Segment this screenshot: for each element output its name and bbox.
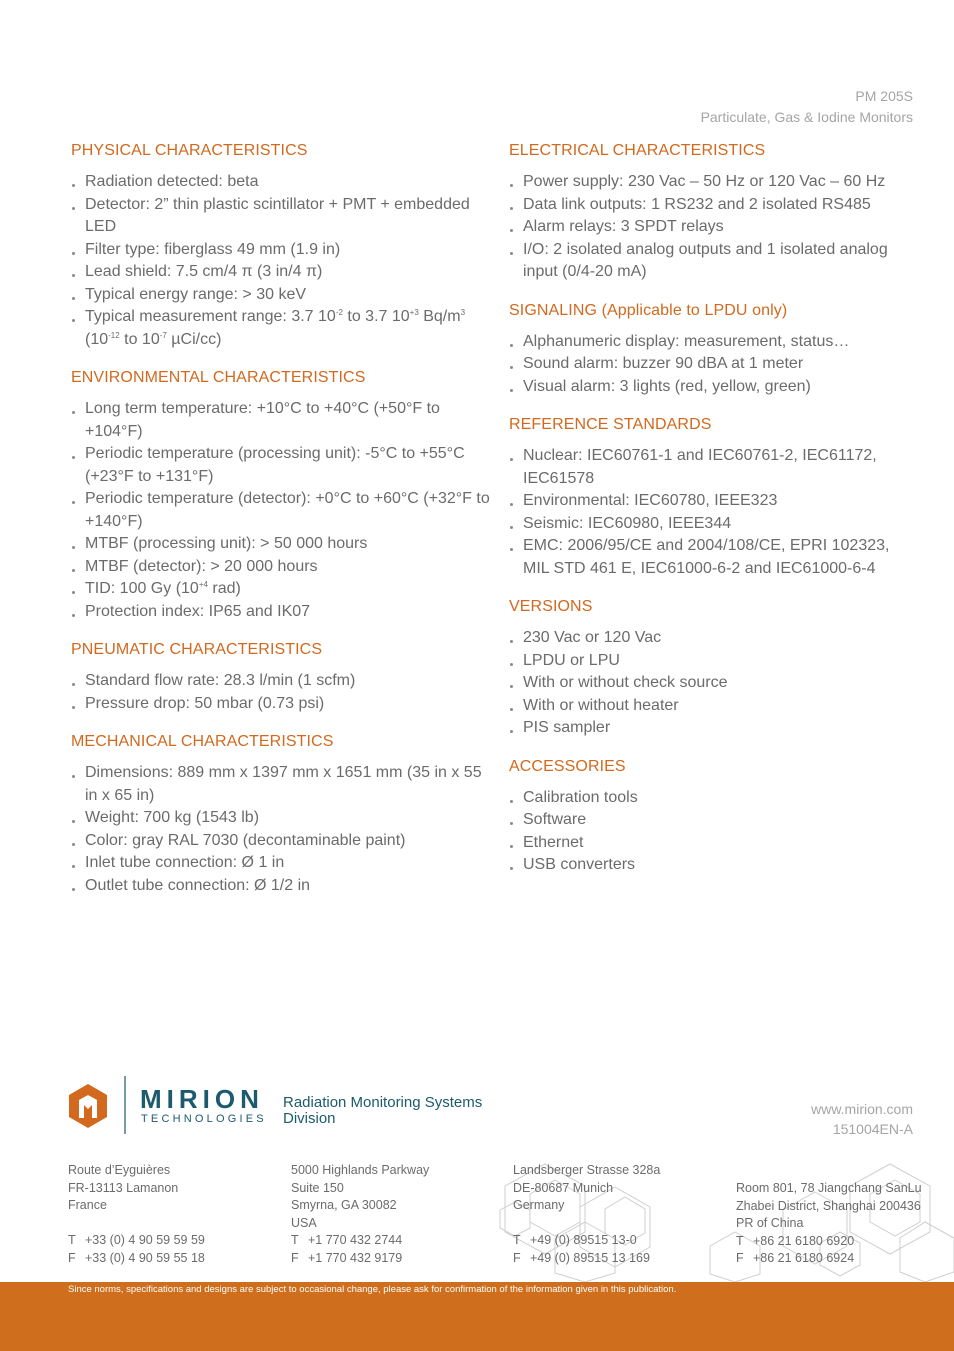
mirion-hex-icon [69, 1084, 107, 1128]
brand-name: MIRION [140, 1084, 264, 1114]
address-line: Route d’Eyguières [68, 1163, 171, 1177]
list-item: Lead shield: 7.5 cm/4 π (3 in/4 π) [71, 261, 491, 284]
brand-sub: TECHNOLOGIES [141, 1113, 267, 1125]
list-item: 230 Vac or 120 Vac [509, 627, 919, 650]
section-title: MECHANICAL CHARACTERISTICS [71, 733, 334, 750]
fax-line: F +49 (0) 89515 13 169 [513, 1250, 650, 1265]
division-line1: Radiation Monitoring Systems [283, 1094, 483, 1111]
list-item: MTBF (processing unit): > 50 000 hours [71, 533, 491, 556]
section-title: PNEUMATIC CHARACTERISTICS [71, 641, 323, 658]
list-item: Alarm relays: 3 SPDT relays [509, 216, 919, 239]
list-item: I/O: 2 isolated analog outputs and 1 isolated analog input (0/4-20 mA) [509, 239, 919, 284]
list-item: Calibration tools [509, 787, 919, 810]
division-line2: Division [283, 1110, 336, 1127]
section-title: PHYSICAL CHARACTERISTICS [71, 142, 308, 159]
address-line: PR of China [736, 1216, 804, 1231]
standards-section [509, 414, 919, 580]
list-item: Weight: 700 kg (1543 lb) [71, 807, 491, 830]
document-code: 151004EN-A [832, 1121, 913, 1137]
phone-line: T +33 (0) 4 90 59 59 59 [68, 1233, 205, 1248]
address-line: Smyrna, GA 30082 [291, 1198, 397, 1213]
list-item: Long term temperature: +10°C to +40°C (+50°F to +104°F) [71, 398, 491, 443]
section-title: REFERENCE STANDARDS [509, 416, 712, 433]
list-item: EMC: 2006/95/CE and 2004/108/CE, EPRI 102323, MIL STD 461 E, IEC61000-6-2 and IEC61000-6-4 [509, 535, 919, 580]
address-france [68, 1162, 205, 1268]
list-item: Visual alarm: 3 lights (red, yellow, green) [509, 376, 919, 399]
environmental-section [71, 367, 491, 623]
address-line: Zhabei District, Shanghai 200436 [736, 1198, 921, 1213]
address-line: Room 801, 78 Jiangchang SanLu [736, 1181, 922, 1195]
list-item: Periodic temperature (detector): +0°C to +60°C (+32°F to +140°F) [71, 488, 491, 533]
document-header [701, 86, 913, 128]
list-item: Radiation detected: beta [71, 171, 491, 194]
list-item: Standard flow rate: 28.3 l/min (1 scfm) [71, 670, 491, 693]
electrical-section [509, 140, 919, 284]
phone-line: T +1 770 432 2744 [291, 1233, 403, 1248]
pneumatic-section [71, 639, 491, 715]
list-item: With or without heater [509, 695, 919, 718]
fax-line: F +86 21 6180 6924 [736, 1251, 855, 1266]
disclaimer-text: Since norms, specifications and designs are subject to occasional change, please ask for confirmation of the information given in this publication. [68, 1284, 677, 1295]
mirion-logo [68, 1076, 498, 1136]
mechanical-section [71, 731, 491, 897]
list-item: Dimensions: 889 mm x 1397 mm x 1651 mm (35 in x 55 in x 65 in) [71, 762, 491, 807]
list-item: Environmental: IEC60780, IEEE323 [509, 490, 919, 513]
section-title: ENVIRONMENTAL CHARACTERISTICS [71, 369, 366, 386]
website-url[interactable]: www.mirion.com [811, 1101, 913, 1117]
phone-line: T +86 21 6180 6920 [736, 1233, 855, 1248]
right-column [509, 140, 919, 893]
list-item-measurement-range: Typical measurement range: 3.7 $10^{-2}$ to 3.7 $10^{+3}$ $Bq/m^3$ ($10^{-12}$ to $10^{-7}$ µCi/cc) [71, 306, 491, 351]
list-item: Ethernet [509, 832, 919, 855]
list-item: Sound alarm: buzzer 90 dBA at 1 meter [509, 353, 919, 376]
left-column [71, 140, 491, 913]
section-title: VERSIONS [509, 598, 593, 615]
section-title: ACCESSORIES [509, 757, 626, 775]
list-item: Alphanumeric display: measurement, status… [509, 331, 919, 354]
list-item: Data link outputs: 1 RS232 and 2 isolated RS485 [509, 194, 919, 217]
address-china [736, 1180, 922, 1268]
list-item: Software [509, 809, 919, 832]
address-line: Suite 150 [291, 1180, 344, 1195]
footer-bar [0, 1282, 954, 1351]
product-name: Particulate, Gas & Iodine Monitors [700, 109, 913, 125]
list-item: Seismic: IEC60980, IEEE344 [509, 513, 919, 536]
list-item: Color: gray RAL 7030 (decontaminable paint) [71, 830, 491, 853]
list-item: Filter type: fiberglass 49 mm (1.9 in) [71, 239, 491, 262]
physical-section [71, 140, 491, 351]
list-item: Outlet tube connection: Ø 1/2 in [71, 875, 491, 898]
address-usa [291, 1162, 429, 1268]
list-item: Periodic temperature (processing unit): -5°C to +55°C (+23°F to +131°F) [71, 443, 491, 488]
signaling-section [509, 300, 919, 399]
list-item: Detector: 2” thin plastic scintillator + PMT + embedded LED [71, 194, 491, 239]
list-item: Pressure drop: 50 mbar (0.73 psi) [71, 693, 491, 716]
list-item: Power supply: 230 Vac – 50 Hz or 120 Vac – 60 Hz [509, 171, 919, 194]
fax-line: F +1 770 432 9179 [291, 1250, 403, 1265]
section-title: ELECTRICAL CHARACTERISTICS [509, 142, 766, 159]
list-item: PIS sampler [509, 717, 919, 740]
list-item: LPDU or LPU [509, 650, 919, 673]
address-line: France [68, 1198, 107, 1213]
list-item: USB converters [509, 854, 919, 877]
list-item: Typical energy range: > 30 keV [71, 284, 491, 307]
versions-section [509, 596, 919, 740]
fax-line: F +33 (0) 4 90 59 55 18 [68, 1250, 205, 1265]
website-block [811, 1099, 913, 1139]
list-item: MTBF (detector): > 20 000 hours [71, 556, 491, 579]
address-line: USA [291, 1215, 317, 1230]
product-code: PM 205S [855, 88, 913, 104]
section-title: SIGNALING (Applicable to LPDU only) [509, 301, 788, 319]
list-item: Nuclear: IEC60761-1 and IEC60761-2, IEC61172, IEC61578 [509, 445, 919, 490]
address-germany [513, 1162, 660, 1268]
address-line: Landsberger Strasse 328a [513, 1163, 661, 1177]
list-item-tid: TID: 100 Gy ($10^{+4}$ rad) [71, 578, 491, 601]
phone-line: T +49 (0) 89515 13-0 [513, 1233, 637, 1248]
address-line: DE-80687 Munich [513, 1180, 614, 1195]
list-item: Inlet tube connection: Ø 1 in [71, 852, 491, 875]
list-item: With or without check source [509, 672, 919, 695]
list-item: Protection index: IP65 and IK07 [71, 601, 491, 624]
address-line: 5000 Highlands Parkway [291, 1163, 430, 1177]
address-line: FR-13113 Lamanon [68, 1180, 179, 1195]
address-line: Germany [513, 1198, 565, 1213]
accessories-section [509, 756, 919, 877]
